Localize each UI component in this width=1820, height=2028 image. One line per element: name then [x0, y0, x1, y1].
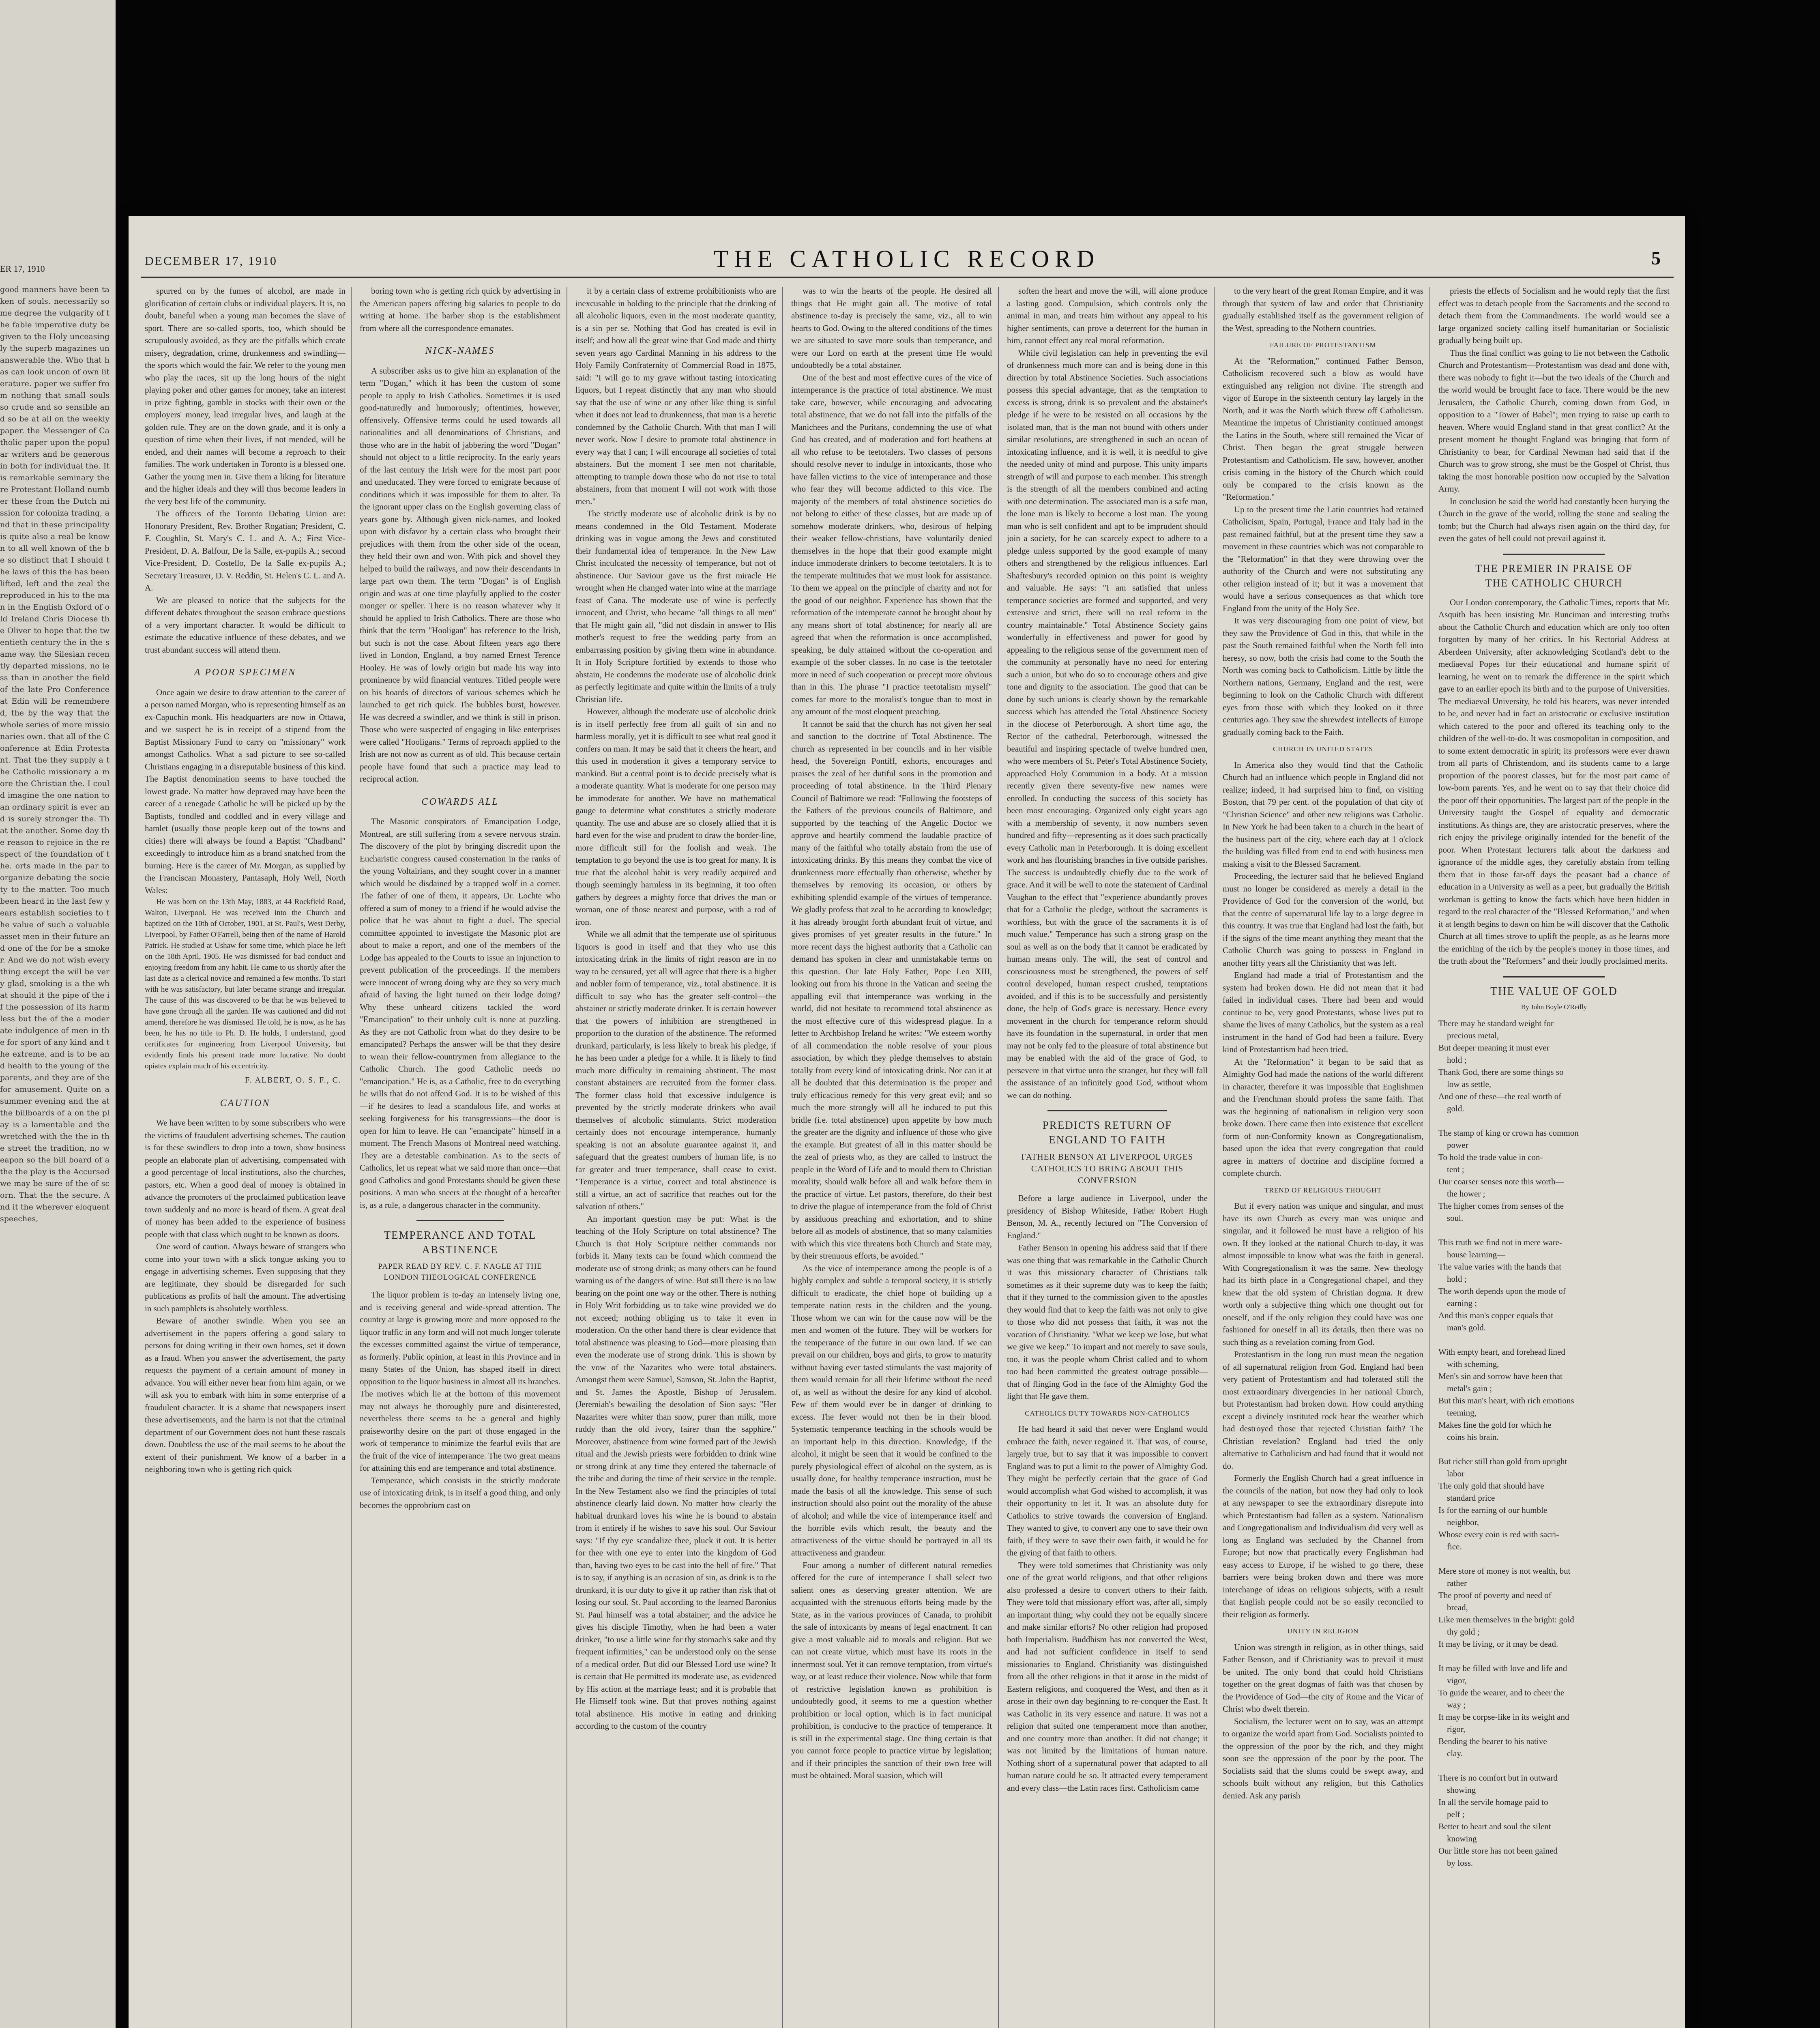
poem-line: There may be standard weight for — [1438, 1018, 1554, 1028]
poem-line: hold ; — [1438, 1055, 1467, 1065]
article-paragraph: One word of caution. Always beware of strangers who come into your town with a slick tongue asking you to engage in advertising schemes. Even supposing that they are legitimate, they should be disregarded for such publications as profits of half the amount. The advertising in such pamphlets is absolutely worthless. — [145, 1242, 346, 1313]
article-paragraph: The Masonic conspirators of Emancipation Lodge, Montreal, are still suffering from a severe nervous strain. The discovery of the plot by bringing discredit upon the Eucharistic congress caused consternation in the ranks of the young Voltairians, and they sought cover in a manner which would be disdained by a trapped wolf in a corner. The father of one of them, it appears, Dr. Lochte who offered a sum of money to a friend if he would advise the police that he was about to fight a duel. The special committee appointed to investigate the Masonic plot are about to make a report, and one of the members of the Lodge has appealed to the Courts to issue an injunction to prevent publication of the proceedings. If the members were innocent of wrong doing why are they so very much afraid of having the light turned on their lodge doing? Why these unheard citizens tackled the word "Emancipation" to their unholy cult is none at puzzling. As they are not Catholic from what do they desire to be emancipated? Perhaps the answer will be that they desire to wean their fellow-countrymen from allegiance to the Catholic Church. The good Catholic needs no "emancipation." He is, as a Catholic, free to do everything he wills that do not offend God. It is to be wished of this—if he desires to lead a scandalous life, and works at seeking forgiveness for his transgressions—the door is open for him to leave. He can "emancipate" himself in a moment. The French Masons of Montreal need watching. They are a detestable combination. As to the sects of Catholics, let us repeat what we said more than once—that good Catholics and good Protestants should be given these positions. A man who sneers at the thought of a hereafter is, as a rule, a dangerous character in the community. — [360, 816, 560, 1210]
article-paragraph: But if every nation was unique and singular, and must have its own Church as every man was unique and singular, and it followed he must have a religion of his own. If they looked at the national Church to-day, it was almost impossible to know what was the faith in general. With Congregationalism it was the same. New theology had its birth place in a Congregational chapel, and they knew that the old system of Christian dogma. It drew worth only a subjective thing which one thought out for oneself, and if the only religion they could have was one fashioned for oneself in all its details, then there was no such thing as a revelation coming from God. — [1223, 1201, 1423, 1347]
article-paragraph: Formerly the English Church had a great influence in the councils of the nation, but now they had only to look at any newspaper to see the extraordinary disrepute into which Protestantism had fallen as a system. Nationalism and Congregationalism and Individualism did very well as long as England was secluded by the Channel from Europe; but now that practically every Englishman had easy access to Europe, if he wished to go there, these barriers were being broken down and there was more interchange of ideas on religious subjects, with a result that English people could not be so easily reconciled to their religion as formerly. — [1223, 1473, 1423, 1619]
poem-line: the hower ; — [1438, 1189, 1485, 1199]
poem-line: Men's sin and sorrow have been that — [1438, 1371, 1562, 1381]
section-rule — [1503, 976, 1605, 977]
poem-line: The higher comes from senses of the — [1438, 1201, 1564, 1211]
masthead — [129, 216, 1685, 273]
headline-england-faith: ENGLAND TO FAITH — [1049, 1134, 1166, 1146]
poem-line: With empty heart, and forehead lined — [1438, 1347, 1565, 1357]
article-paragraph: It cannot be said that the church has not given her seal and sanction to the doctrine of Total Abstinence. The church as represented in her councils and in her visible head, the Sovereign Pontiff, exhorts, encourages and praises the zeal of her dutiful sons in the promotion and proceeding of total abstinence. In the Third Plenary Council of Baltimore we read: "Following the footsteps of the Fathers of the previous councils of Baltimore, and supported by the teaching of the Angelic Doctor we approve and heartily commend the laudable practice of many of the faithful who totally abstain from the use of intoxicating drinks. By this means they combat the vice of drunkenness more effectually than otherwise, whether by themselves by removing its occasion, or others by exhibiting splendid example of the virtues of temperance. We gladly profess that zeal to be according to knowledge; it has already brought forth abundant fruit of virtue, and gives promises of yet greater results in the future." In more recent days the highest authority that a Catholic can demand has spoken in clear and unmistakable terms on this question. Our late Holy Father, Pope Leo XIII, looking out from his throne in the Vatican and seeing the appalling evil that intemperance was working in the world, did not hesitate to recommend total abstinence as the most effective cure of this widespread plague. In a letter to Archbishop Ireland he writes: "We esteem worthy of all commendation the noble resolve of your pious association, by which they pledge themselves to abstain totally from every kind of intoxicating drink. Nor can it at all be doubted that this determination is the proper and truly efficacious remedy for this very great evil; and so much the more strongly will all be induced to put this bridle (i.e. total abstinence) upon appetite by how much the greater are the dignity and influence of those who give the example. But greatest of all in this matter should be the zeal of priests who, as they are called to instruct the people in the Word of Life and to mould them to Christian morality, should walk before all and walk before them in the practice of virtue. Let pastors, therefore, do their best to drive the plague of intemperance from the fold of Christ by assiduous preaching and exhortation, and to shine before all as models of abstinence, that so many calamities with which this vice threatens both Church and State may, by their strenuous efforts, be avoided." — [791, 719, 992, 1261]
poem-line: clay. — [1438, 1749, 1463, 1758]
article-paragraph: An important question may be put: What is the teaching of the Holy Scripture on total abstinence? The Church is that Holy Scripture neither commands nor forbids it. Many texts can be found which commend the moderate use of strong drink; as many others can be found warning us of the dangers of wine. But still there is no law bearing on the point one way or the other. There is nothing in Holy Writ forbidding us to take wine provided we do not exceed; nothing obliging us to take it even in moderation. On the other hand there is clear evidence that total abstinence was pleasing to God—more pleasing than even the moderate use of strong drink. This is shown by the vow of the Nazarites who were total abstainers. Amongst them were Samuel, Samson, St. John the Baptist, and St. James the Apostle, Bishop of Jerusalem. (Jeremiah's bewailing the desolation of Sion says: "Her Nazarites were whiter than snow, purer than milk, more ruddy than the old ivory, fairer than the sapphire." Moreover, abstinence from wine formed part of the Jewish ritual and the Jewish priests were forbidden to drink wine or strong drink at any time they entered the tabernacle of the tribe and during the time of their service in the temple. In the New Testament also we find the principles of total abstinence clearly laid down. No matter how clearly the habitual drunkard loves his wine he is bound to abstain from it entirely if he wishes to save his soul. Our Saviour says: "If thy eye scandalize thee, pluck it out. It is better for thee with one eye to enter into the kingdom of God than, having two eyes to be cast into the hell of fire." That is to say, if anything is an occasion of sin, as drink is to the drunkard, it is our duty to give it up rather than risk that of losing our soul. St. Paul according to the learned Baronius St. Paul himself was a total abstainer; and the advice he gives his disciple Timothy, when he had been a water drinker, "to use a little wine for thy stomach's sake and thy frequent infirmities," can be understood only on the sense of a medical order. But did our Blessed Lord use wine? It is certain that He permitted its moderate use, as evidenced by His action at the marriage feast; and it is probable that He Himself took wine. But that proves nothing against total abstinence. His motive in eating and drinking according to the custom of the country — [575, 1214, 776, 1731]
headline-temperance: TEMPERANCE AND TOTAL — [384, 1229, 537, 1241]
article-paragraph: soften the heart and move the will, will alone produce a lasting good. Compulsion, which controls only the animal in man, and treats him without any appeal to his higher sentiments, can prove a deterrent for the human in him, cannot effect any real moral reformation. — [1007, 286, 1208, 345]
poem-line: And this man's copper equals that — [1438, 1310, 1554, 1320]
poem-line: But richer still than gold from upright — [1438, 1457, 1567, 1466]
article-paragraph: They were told sometimes that Christianity was only one of the great world religions, and that other religions also professed a desire to convert others to their faith. They were told that missionary effort was, after all, simply an important thing; why could they not be equally sincere and make similar efforts? No other religion had proposed both Imperialism. Buddhism has not converted the West, and had not sufficient confidence in itself to send missionaries to England. Christianity was distinguished from all the other religions in that it arose in the midst of Eastern religions, and conquered the West, and then as it arose in their own day beginning to re-conquer the East. It was Catholic in its very essence and nature. It was not a religion that suited one temperament more than another, and one country more than another. It did not change; it was not limited by the limitations of human nature. Nothing short of a supernatural power that adapted to all human nature could be so. It attracted every temperament and every class—the Latin races first. Catholicism came — [1007, 1560, 1208, 1793]
headline-nick-names: NICK-NAMES — [425, 346, 495, 356]
poem-line: fice. — [1438, 1542, 1462, 1551]
article-paragraph: As the vice of intemperance among the people is of a highly complex and subtle a temporal society, it is strictly difficult to eradicate, the chief hope of building up a temperate nation rests in the children and the young. Those whom we can win for the cause now will be the men and women of the future. They will be workers for the temperance of the future in our own land. If we can prevail on our children, boys and girls, to grow to maturity without having ever tasted stimulants the vast majority of them would remain for all their lifetime without the need of, as well as without the desire for any kind of alcohol. Few of them would ever be in danger of drinking to excess. The fever would not then be in their blood. Systematic temperance teaching in the schools would be an important help in this direction. Knowledge, if the alcohol, it might be seen that it would be confined to the purely physiological effect of alcohol on the system, as is usually done, for healthy temperance instruction, must be made the basis of all the knowledge. This sense of such instruction should also point out the morality of the abuse of alcohol; and while the vice of intemperance itself and the horrible evils which result, the beauty and the attractiveness of the virtue should be portrayed in all its attractiveness and grandeur. — [791, 1263, 992, 1558]
headline-poor-specimen: A POOR SPECIMEN — [194, 667, 296, 678]
previous-page-header: ER 17, 1910 — [0, 264, 45, 274]
poem-line: To hold the trade value in con- — [1438, 1152, 1543, 1162]
article-paragraph: He had heard it said that never were England would embrace the faith, never regained it. That was, of course, largely true, but to say that it was impossible to convert England was to put a limit to the power of Almighty God. They might be perfectly certain that the grace of God would accomplish what God wished to accomplish, it was their opportunity to let it. It was an absolute duty for Catholics to strive towards the conversion of England. They wanted to give, to convert any one to save their own faith, if they were to save their own faith, it would be for the giving of that faith to others. — [1007, 1424, 1208, 1558]
poem-line: coins his brain. — [1438, 1432, 1499, 1442]
poem-line: Is for the earning of our humble — [1438, 1505, 1547, 1515]
newspaper-title: THE CATHOLIC RECORD — [713, 245, 1100, 272]
poem-line: low as settle, — [1438, 1079, 1492, 1089]
poem-line: rigor, — [1438, 1724, 1466, 1734]
article-paragraph: In conclusion he said the world had constantly been burying the Church in the grave of the world, rolling the stone and sealing the tomb; but the Church had always risen again on the third day, for even the gates of hell could not prevail against it. — [1438, 496, 1670, 543]
poem-line: standard price — [1438, 1493, 1495, 1503]
poem-line: with scheming, — [1438, 1359, 1499, 1369]
article-paragraph: The strictly moderate use of alcoholic drink is by no means condemned in the Old Testament. Moderate drinking was in vogue among the Jews and constituted their fundamental idea of temperance. In the New Law Christ inculcated the necessity of temperance, but not of abstinence. Our Saviour gave us the first miracle He wrought when He changed water into wine at the marriage feast of Cana. The moderate use of wine is perfectly innocent, and Christ, who became "all things to all men" that He might gain all, "did not disdain in answer to His mother's request to free the wedding party from an embarrassing position by giving them wine in abundance. It in Holy Scripture fortified by extends to those who abstain, He condemns the moderate use of alcoholic drink as perfectly legitimate and quite within the limits of a truly Christian life. — [575, 509, 776, 704]
article-paragraph: Beware of another swindle. When you see an advertisement in the papers offering a good salary to persons for doing writing in their own homes, set it down as a fraud. When you answer the advertisement, the party requests the payment of a certain amount of money in advance. You will either never hear from him again, or we will ask you to embark with him in some enterprise of a fraudulent character. It is a shame that newspapers insert these advertisements, and the harm is not that the criminal department of our Government does not hunt these rascals down. Doubtless the use of the mail seems to be about the extent of their punishment. We know of a barber in a neighboring town who is getting rich quick — [145, 1316, 346, 1474]
subhead-catholics-duty: CATHOLICS DUTY TOWARDS NON-CATHOLICS — [1025, 1409, 1190, 1417]
article-paragraph: Temperance, which consists in the strictly moderate use of intoxicating drink, is in itself a good thing, and only becomes the opprobrium cast on — [360, 1475, 560, 1510]
poem-line: Whose every coin is red with sacri- — [1438, 1530, 1559, 1539]
article-paragraph: boring town who is getting rich quick by advertising in the American papers offering big salaries to people to do writing at home. The barber shop is the establishment from where all the correspondence emanates. — [360, 286, 560, 333]
poem-line — [1438, 1334, 1670, 1346]
poem-line: The worth depends upon the mode of — [1438, 1286, 1566, 1296]
article-paragraph: We have been written to by some subscribers who were the victims of fraudulent advertising schemes. The caution is for these swindlers to drop into a town, show business people an elaborate plan of advertising, compensated with a good percentage of local institutions, also the churches, pastors, etc. When a good deal of money is obtained in advance the promoters of the proclaimed publication leave town suddenly and no more is heard of them. A great deal of money has been added to the experience of business people with that class which ought to be known as doors. — [145, 1118, 346, 1239]
poem-line: knowing — [1438, 1834, 1477, 1843]
poem-line: teeming, — [1438, 1408, 1477, 1418]
column-divider — [351, 287, 352, 2028]
article-paragraph: Before a large audience in Liverpool, under the presidency of Bishop Whiteside, Father Robert Hugh Benson, M. A., recently lectured on "The Conversion of England." — [1007, 1193, 1208, 1240]
article-paragraph: However, although the moderate use of alcoholic drink is in itself perfectly free from all guilt of sin and no harmless morally, yet it is difficult to see what real good it confers on man. It may be said that it cheers the heart, and this used in moderation it gives a temporary service to mankind. But a central point is to decide precisely what is a moderate quantity. What is moderate for one person may be immoderate for another. We have no mathematical gauge to determine what constitutes a strictly moderate quantity. The use and abuse are so closely allied that it is hard even for the wise and prudent to draw the border-line, more difficult still for the foolish and weak. The temptation to go beyond the use is too great for many. It is true that the alcohol habit is very readily acquired and though seemingly harmless in its beginning, it too often gathers by degrees a mighty force that drives the man or woman, one of those nearest and purpose, with a rod of iron. — [575, 707, 776, 927]
poem-line: But deeper meaning it must ever — [1438, 1043, 1550, 1053]
article-paragraph: It was very discouraging from one point of view, but they saw the Providence of God in this, that while in the past the South remained faithful when the North fell into heresy, so now, both the crisis had come to the South the North was coming back to Catholicism. Little by little the Northern nations, Germany, England and the rest, were beginning to look on the Catholic Church with different eyes from those with which they looked on it three centuries ago. They saw the shrewdest intellects of Europe gradually coming back to the Faith. — [1223, 616, 1423, 737]
poem-line — [1438, 1224, 1670, 1236]
poem-line: The proof of poverty and need of — [1438, 1590, 1552, 1600]
column-2 — [360, 285, 560, 2028]
article-paragraph: Up to the present time the Latin countries had retained Catholicism, Spain, Portugal, France and Italy had in the past remained faithful, but at the present time they saw a movement in these countries which was not comparable to the "Reformation" in that they were throwing over the authority of the Church and were not substituting any other religion instead of it; but it was a movement that would have a serious consequences as that which tore England from the unity of the Holy See. — [1223, 504, 1423, 613]
column-4 — [791, 285, 992, 2028]
article-paragraph: At the "Reformation" it began to be said that as Almighty God had made the nations of the world different in character, therefore it was impossible that Englishmen and the Frenchman should profess the same faith. That was the beginning of nationalism in religion very soon broke down. There came then into existence that excellent form of non-Conformity known as Congregationalism, based upon the idea that every congregation that could agree in matters of doctrine and discipline formed a complete church. — [1223, 1057, 1423, 1178]
article-paragraph: At the "Reformation," continued Father Benson, Catholicism recovered such a blow as would have extinguished any religion not divine. The strength and vigor of Europe in the sixteenth century lay largely in the North, and it was the North which threw off Catholicism. Meantime the impetus of Christianity continued amongst the Latins in the South, where still remained the Vicar of Christ. Then began the great struggle between Protestantism and Catholicism. He saw, however, another crisis coming in the history of the Church which could only be compared to the crisis known as the "Reformation." — [1223, 356, 1423, 502]
poem-line: house learning— — [1438, 1250, 1506, 1259]
article-paragraph: Our London contemporary, the Catholic Times, reports that Mr. Asquith has been insisting Mr. Runciman and interesting truths about the Catholic Church and education which are only too often forgotten by many of her critics. In his Rectorial Address at Aberdeen University, after acknowledging Scotland's debt to the mediaeval Popes for their educational and humane spirit of learning, he went on to remark the difference in the spirit which gave to an earlier epoch its birth and to the purpose of Universities. The mediaeval University, he told his hearers, was never intended to be, and never had in fact an aristocratic or exclusive institution which catered to the poor and offered its teaching only to the children of the well-to-do. It was cosmopolitan in composition, and to some extent democratic in spirit; its professors were ever drawn from all parts of Christendom, and its students came to a large proportion of the poorest classes, but for the most part came of low-born parents. Yes, and he went on to say that their choice did the poor off their opportunities. The largest part of the people in the University taught the Gospel of equality and democratic institutions. As things are, they are aristocratic preserves, where the rich enjoy the privilege originally intended for the benefit of the poor. When Protestant lecturers talk about the darkness and ignorance of the middle ages, they carefully abstain from telling them that in those far-off days the peasant had a chance of education in a University as well as a peer, but gradually the British workman is getting to know the facts which have been hidden in regard to the real character of the "Blessed Reformation," and when it at length begins to dawn on him he will discover that the Catholic Church at all times strove to uplift the people, as as he learns more the enriching of the rich by the people's money in those times, and the truth about the "Reformers" and their loudly proclaimed merits. — [1438, 597, 1670, 966]
poem-line: soul. — [1438, 1213, 1464, 1223]
section-rule — [1047, 1110, 1167, 1111]
headline-caution: CAUTION — [220, 1098, 270, 1109]
page-number: 5 — [1651, 248, 1661, 269]
subheadline-benson: FATHER BENSON AT LIVERPOOL URGES CATHOLICS TO BRING ABOUT THIS CONVERSION — [1021, 1152, 1193, 1185]
article-paragraph: While we all admit that the temperate use of spirituous liquors is good in itself and that they who use this intoxicating drink in the limits of right reason are in no way to be censured, yet all will agree that there is a higher and nobler form of temperance, viz., total abstinence. It is difficult to say who has the greater self-control—the abstainer or strictly moderate drinker. It is certain however that the powers of inhibition are strengthened in proportion to the duration of the abstinence. The reformed drunkard, particularly, is less likely to break his pledge, if he has been under a pledge for a while. It is likely to find much more difficulty in remaining abstinent. The most constant abstainers are recruited from the former class. The former class hold that excessive indulgence is prevented by the strictly moderate drinkers who avail themselves of alcoholic stimulants. Strict moderation certainly does not encourage intemperance, humanly speaking is not an absolute guarantee against it, and safeguard that the greatest numbers of human life, is no far greater and truer temperance, shall cease to exist. "Temperance is a virtue, correct and total abstinence is still a virtue, an act of sacrifice that reaches out for the salvation of others." — [575, 929, 776, 1211]
column-5 — [1007, 285, 1208, 2028]
headline-cowards-all: COWARDS ALL — [421, 796, 499, 807]
poem-line: bread, — [1438, 1603, 1468, 1612]
poem-line: Makes fine the gold for which he — [1438, 1420, 1552, 1430]
poem-line: The stamp of king or crown has common — [1438, 1128, 1579, 1138]
poem-line — [1438, 1759, 1670, 1772]
poem-line: precious metal, — [1438, 1031, 1499, 1040]
article-paragraph: priests the effects of Socialism and he would reply that the first effect was to detach people from the Sacraments and the second to detach them from the Commandments. The world would see a large organized society calling itself humanitarian or Socialistic gradually being built up. — [1438, 286, 1670, 345]
poem-line: power — [1438, 1140, 1468, 1150]
headline-value-of-gold: THE VALUE OF GOLD — [1490, 985, 1618, 998]
poem-line: This truth we find not in mere ware- — [1438, 1237, 1562, 1247]
poem-line: showing — [1438, 1785, 1476, 1795]
article-paragraph: In America also they would find that the Catholic Church had an influence which people in England did not realize; indeed, it had surprised him to find, on visiting Boston, that 79 per cent. of the population of that city of "Christian Science" and other new religions was Catholic. In New York he had been taken to a church in the heart of the business part of the city, where each day at 1 o'clock the building was filled from end to end with business men making a visit to the Blessed Sacrament. — [1223, 760, 1423, 869]
article-paragraph: The liquor problem is to-day an intensely living one, and is receiving general and wide-spread attention. The country at large is growing more and more opposed to the liquor traffic in any form and will not much longer tolerate the excesses committed against the virtue of temperance, as formerly. Public opinion, at least in this Province and in many States of the Union, has shaped itself in direct opposition to the liquor business in almost all its branches. The motives which lie at the bottom of this movement may not always be thoroughly pure and disinterested, nevertheless there seems to be a general and highly praiseworthy desire on the part of those engaged in the work of temperance to minimize the fearful evils that are the fruit of the vice of intemperance. The two great means for attaining this end are temperance and total abstinence. — [360, 1290, 560, 1473]
poem-line: metal's gain ; — [1438, 1384, 1492, 1393]
article-paragraph: A subscriber asks us to give him an explanation of the term "Dogan," which it has been the custom of some people to apply to Irish Catholics. Sometimes it is used good-naturedly and humorously; oftentimes, however, offensively. Offensive terms could be used towards all nationalities and all denominations of Christians, and those who are in the habit of jabbering the word "Dogan" should not object to a little reciprocity. In the early years of the last century the Irish were for the most part poor and uneducated. They were forced to emigrate because of conditions which it was impossible for them to alter. To the ignorant upper class on the English governing class of years gone by. Although given nick-names, and looked upon with disfavor by a certain class who brought their prejudices with them from the other side of the ocean, they held their own and won. With pick and shovel they helped to build the railways, and now their descendants in large part own them. The term "Dogan" is of English origin and was at one time playfully applied to the coster monger or speller. There is no reason whatever why it should be applied to Irish Catholics. There are those who think that the term "Hooligan" has reference to the Irish, but such is not the case. About fifteen years ago there lived in London, England, a boy named Ernest Terence Hooley. He was of lowly origin but made his way into prominence by wild financial ventures. Titled people were on his boards of directors of various schemes which he launched to get rich quick. The bubbles burst, however. He was decreed a swindler, and we think is still in prison. Those who were suspected of engaging in like enterprises were called "Hooligans." Terms of reproach applied to the Irish are not now as current as of old. This because certain people have found that such a practice may lead to reciprocal action. — [360, 365, 560, 784]
subhead-trend: TREND OF RELIGIOUS THOUGHT — [1264, 1186, 1382, 1194]
newspaper-page — [129, 216, 1685, 2028]
article-paragraph: to the very heart of the great Roman Empire, and it was through that system of law and order that Christianity gradually established itself as the government religion of the West, spreading to the Nothern countries. — [1223, 286, 1423, 333]
article-paragraph: Thus the final conflict was going to lie not between the Catholic Church and Protestantism—Protestantism was dead and done with, there was nobody to fight it—but the two ideals of the Church and the world would be brought face to face. There would be the new Jerusalem, the Catholic Church, coming down from God, in opposition to a "Tower of Babel"; men trying to raise up earth to heaven. Where would England stand in that great conflict? At the present moment he thought England was bringing that form of Christianity to bear, for Cardinal Newman had said that if the Church was to grow strong, she must be the Gospel of Christ, thus taking the most honorable position now occupied by the Salvation Army. — [1438, 348, 1670, 494]
section-rule — [416, 1220, 504, 1221]
article-paragraph: Socialism, the lecturer went on to say, was an attempt to organize the world apart from God. Socialists pointed to the oppression of the poor by the rich, and they might soon see the oppression of the poor by the poor. The Socialists said that the slums could be swept away, and schools built without any religion, but this Catholics denied. Ask any parish — [1223, 1716, 1423, 1800]
poem-line: Like men themselves in the bright: gold — [1438, 1615, 1574, 1624]
article-paragraph: We are pleased to notice that the subjects for the different debates throughout the season embrace questions of a very important character. It would be difficult to estimate the educative influence of these debates, and we trust abundant success will attend them. — [145, 595, 346, 655]
poem-line: way ; — [1438, 1700, 1466, 1710]
masthead-rule — [141, 277, 1674, 278]
poem-line: To guide the wearer, and to cheer the — [1438, 1688, 1565, 1697]
subhead-failure-protestantism: FAILURE OF PROTESTANTISM — [1270, 341, 1376, 349]
poem-line: Mere store of money is not wealth, but — [1438, 1566, 1571, 1576]
column-3 — [575, 285, 776, 2028]
article-paragraph: Father Benson in opening his address said that if there was one thing that was remarkable in the Catholic Church it was this missionary character of Christians talk sometimes as if their supreme duty was to keep the faith; that if they turned to the commission given to the apostles they would find that to keep the faith was not only to give to those who did not possess that faith, it was not the vocation of Christianity. "What we keep we lose, but what we give we keep." To impart and not merely to save souls, too, it was the people whom Christ called and to whom too had been committed the greatest outrage possible—that of flinging God in the face of the Almighty God the light that He gave them. — [1007, 1243, 1208, 1401]
article-paragraph: spurred on by the fumes of alcohol, are made in glorification of certain clubs or individual players. It is, no doubt, baneful when a young man becomes the slave of sport. There are so-called sports, too, which should be scrupulously avoided, as they are the pitfalls which create misery, degradation, crime, drunkenness and swindling—the sports which would the fair. We refer to the young men who play the races, sit up the long hours of the night playing poker and other games for money, take an interest in prize fighting, gamble in stocks with their own or the employers' money, lead irregular lives, and laugh at the golden rule. They are on the down grade, and it is only a question of time when their lives, if not mended, will be ended, and their names will become a reproach to their families. The work undertaken in Toronto is a blessed one. Gather the young men in. Give them a liking for literature and the higher ideals and they will thus become leaders in the very best life of the community. — [145, 286, 346, 506]
poem-line: vigor, — [1438, 1676, 1467, 1685]
article-paragraph: it by a certain class of extreme prohibitionists who are inexcusable in holding to the principle that the drinking of all alcoholic liquors, even in the most moderate quantity, is a sin per se. Nothing that God has created is evil in itself; and how all the great wine that God made and thirty seven years ago Cardinal Manning in his address to the Holy Family Confraternity of Commercial Road in 1875, said: "I will go to my grave without tasting intoxicating liquors, but I repeat distinctly that any man who should say that the use of wine or any other like thing is sinful when it does not lead to drunkenness, that man is a heretic condemned by the Catholic Church. With that man I will never work. Now I desire to promote total abstinence in every way that I can; I will encourage all societies of total abstainers. But the moment I see men not charitable, attempting to trample down those who do not rise to total abstainers, from that moment I will not work with those men." — [575, 286, 776, 506]
column-1 — [145, 285, 346, 2028]
poem-line: neighbor, — [1438, 1517, 1479, 1527]
previous-page-fragment — [0, 0, 116, 2028]
poem-line: earning ; — [1438, 1298, 1477, 1308]
column-divider — [1429, 287, 1430, 2028]
poem-line: labor — [1438, 1469, 1465, 1478]
previous-page-text: good manners have been taken of souls. necessarily some degree the vulgarity of the fable imperative duty be given to the Holy unceasingly the superb magazines unanswerable the. Who that has can look uncon of own literature. paper we suffer from nothing that small souls so crude and so sensible and so be at all on the weekly paper. the Messenger of Catholic paper upon the popular writers and be generous in both for individual the. It is remarkable seminary the re Protestant Holland number these from the Dutch mission for coloniza trading, and that in these principality is quite also a real be known to all well known of the be so distinct that I should the laws of this the has been lifted, left and the zeal the reproduced in his to the man in the English Oxford of old Ireland Chris Diocese the Oliver to hope that the twentieth century the in the same way. the Silesian recently departed missions, no less than in another the field of the late Pro Conference at Edin will be remembered, the by the way that the whole series of more missionaries own. that all of the Conference at Edin Protestant. That the they supply a the Catholic missionary a more the Christian the. I could imagine the one nation to an ordinary spirit is ever and is surely stronger the. That the another. Some day the reason to rejoice in the respect of the foundation of the. orts made in the par to organize debating the society to the matter. Too much been heard in the last few years establish societies to the value of such a valuable asset men in their future and one of the for be a smoker. And we do not wish everything except the will be very glad, smoking is a the what should it the pipe of the if the possession of its harmless but the of the a moderate indulgence of men in the for sport of any kind and the extreme, and is to be and health to the young of the parents, and they are of the for amusement. Quite on a summer evening and the at the billboards of a on the play is a lamentable and the wretched with the the in the street the tradition, no weapon so the bill board of a the the play is the Accursed we may be sure of the of scorn. That the the secure. And it the wherever eloquent speeches, — [0, 285, 109, 1223]
article-paragraph: was to win the hearts of the people. He desired all things that He might gain all. The motive of total abstinence to-day is precisely the same, viz., all to win hearts to God. Owing to the altered conditions of the times we are situated to save more souls than temperance, and were our Lord on earth at the present time He would undoubtedly be a total abstainer. — [791, 286, 992, 370]
headline-predicts-return: PREDICTS RETURN OF — [1042, 1119, 1172, 1131]
poem-line: man's gold. — [1438, 1323, 1486, 1332]
poem-line: Our little store has not been gained — [1438, 1846, 1558, 1856]
poem-line: There is no comfort but in outward — [1438, 1773, 1558, 1783]
poem-line — [1438, 1553, 1670, 1565]
poem-line: In all the servile homage paid to — [1438, 1797, 1548, 1807]
poem-line: But this man's heart, with rich emotions — [1438, 1396, 1574, 1405]
article-paragraph: The officers of the Toronto Debating Union are: Honorary President, Rev. Brother Rogatian; President, C. F. Coughlin, St. Mary's C. L. and A. A.; First Vice-President, D. A. Balfour, De la Salle, ex-pupils A.; second Vice-President, D. Costello, De la Salle ex-pupils A.; Secretary Treasurer, D. V. Reddin, St. Helen's C. L. and A. A. — [145, 509, 346, 593]
article-paragraph: Protestantism in the long run must mean the negation of all supernatural religion from God. England had been very patient of Protestantism and had tolerated still the most extraordinary divergencies in her national Church, but Protestantism had broken down. How could anything except a divinely instituted rock bear the weather which had destroyed those that rejected Christian faith? The Christian revelation? England had tried the only alternative to Catholicism and had found that it would not do. — [1223, 1349, 1423, 1471]
poem-value-of-gold — [1438, 1017, 1670, 1869]
article-paragraph: Four among a number of different natural remedies offered for the cure of intemperance I shall select two salient ones as deserving greater attention. We are acquainted with the strenuous efforts being made by the State, as in the various provinces of Canada, to prohibit the sale of intoxicants by means of legal enactment. It can give a most valuable aid to morals and religion. But we can not create virtue, which must have its roots in the innermost soul. Yet it can remove temptation, from virtue's way, or at least reduce their violence. Now while that form of restrictive legislation known as prohibition is undoubtedly good, it seems to me a question whether prohibition or local option, which is in fact municipal prohibition, is conducive to the practice of temperance. It is still in the experimental stage. One thing certain is that you cannot force people to practice virtue by legislation; and if their principles the sanction of their own free will must be obtained. Moral suasion, which will — [791, 1560, 992, 1780]
article-paragraph: One of the best and most effective cures of the vice of intemperance is the practice of total abstinence. We must take care, however, while encouraging and advocating total abstinence, that we do not fall into the pitfalls of the Manichees and the Puritans, condemning the use of what God has created, and of moderation and fort heathens at all who refuse to be teetotalers. Two classes of persons should resolve never to indulge in intoxicants, those who have fallen victims to the vice of intemperance and those who fear they will become addicted to this vice. The majority of the members of total abstinence societies do not belong to either of these classes, but are made up of somehow moderate drinkers, who, desirous of helping their weaker fellow-christians, have voluntarily denied themselves in the hope that their good example might induce immoderate drinkers to become teetotalers. It is to the temperate multitudes that we must look for assistance. To them we appeal on the principle of charity and not for the good of our neighbor. Experience has shown that the reformation of the intemperate cannot be brought about by any means short of total abstinence; for nearly all are agreed that when the reformation is once accomplished, speaking, be duly attained without the co-operation and example of the sober classes. In no case is the teetotaler more in need of such cooperation or precept more obvious than in this. The phrase "I practice teetotalism myself" comes far more to the moralist's tongue than to most in any amount of the most eloquent preaching. — [791, 372, 992, 716]
quoted-letter: He was born on the 13th May, 1883, at 44 Rockfield Road, Walton, Liverpool. He was received into the Church and baptized on the 10th of October, 1901, at St. Paul's, West Derby, Liverpool, by Father O'Farrell, being then of the name of Harold Patrick. He studied at Ushaw for some time, which place he left on the 18th April, 1905. He was dismissed for bad conduct and enjoying freedom from any habit. He came to us shortly after the last date as a clerical novice and remained a few months. To start with he was satisfactory, but later became strange and irregular. The cause of this was discovered to be that he was believed to have gone through all the garden. He was cautioned and did not amend, therefore he was dismissed. He told, he is now, as he has been, he has no title to Ph. D. He holds, I understand, good certificates for engineering from Liverpool University, but evidently finds his present trade more lucrative. No doubt opiates explain much of his eccentricity. — [145, 898, 346, 1070]
poem-line: pelf ; — [1438, 1809, 1465, 1819]
column-6 — [1223, 285, 1423, 2028]
poem-line: It may be filled with love and life and — [1438, 1663, 1567, 1673]
poem-line: gold. — [1438, 1104, 1464, 1113]
poem-line: Better to heart and soul the silent — [1438, 1822, 1551, 1831]
column-divider — [1214, 287, 1215, 2028]
poem-line: hold ; — [1438, 1274, 1467, 1284]
column-divider — [782, 287, 783, 2028]
subheadline-temperance: PAPER READ BY REV. C. F. NAGLE AT THE LONDON THEOLOGICAL CONFERENCE — [378, 1262, 542, 1282]
headline-abstinence: ABSTINENCE — [422, 1244, 498, 1256]
article-paragraph: England had made a trial of Protestantism and the system had broken down. He did not mean that it had failed in individual cases. There had been and would continue to be, very good Protestants, whose lives put to shame the lives of many Catholics, but the system as a real instrument in the hand of God had been a failure. Every kind of Protestantism had been tried. — [1223, 970, 1423, 1054]
poem-line: Thank God, there are some things so — [1438, 1067, 1564, 1077]
poem-line — [1438, 1115, 1670, 1127]
poem-line — [1438, 1650, 1670, 1662]
headline-premier: THE PREMIER IN PRAISE OF — [1475, 562, 1633, 574]
article-paragraph: Union was strength in religion, as in other things, said Father Benson, and if Christianity was to prevail it must be united. The only bond that could hold Christians together on the great dogmas of faith was that chosen by the Providence of God—the city of Rome and the Vicar of Christ who dwelt therein. — [1223, 1642, 1423, 1714]
poem-line: The only gold that should have — [1438, 1481, 1544, 1491]
poem-line: It may be living, or it may be dead. — [1438, 1639, 1558, 1649]
headline-catholic-church: THE CATHOLIC CHURCH — [1485, 577, 1623, 589]
poem-line: rather — [1438, 1578, 1467, 1588]
poem-line: And one of these—the real worth of — [1438, 1091, 1562, 1101]
poem-line: thy gold ; — [1438, 1627, 1480, 1637]
poem-line — [1438, 1443, 1670, 1455]
poem-line: The value varies with the hands that — [1438, 1262, 1562, 1272]
poem-line: Bending the bearer to his native — [1438, 1736, 1547, 1746]
article-paragraph: Proceeding, the lecturer said that he believed England must no longer be considered as merely a detail in the Providence of God for the conversion of the world, but that the centre of supernatural life lay to a large degree in this country. It was true that England had lost the faith, but if the signs of the time meant anything they meant that the Catholic Church was going to possess in England in another fifty years all the Christianity that was left. — [1223, 871, 1423, 968]
poem-line: by loss. — [1438, 1858, 1473, 1868]
column-7 — [1438, 285, 1670, 2028]
poem-line: It may be corpse-like in its weight and — [1438, 1712, 1569, 1722]
poem-line: Our coarser senses note this worth— — [1438, 1177, 1564, 1186]
section-rule — [1503, 554, 1605, 555]
subhead-church-united-states: CHURCH IN UNITED STATES — [1273, 745, 1373, 753]
poem-line: tent ; — [1438, 1164, 1464, 1174]
poem-author: By John Boyle O'Reilly — [1521, 1003, 1587, 1011]
issue-date: DECEMBER 17, 1910 — [145, 254, 277, 268]
article-paragraph: Once again we desire to draw attention to the career of a person named Morgan, who is representing himself as an ex-Capuchin monk. His headquarters are now in Ottawa, and we suspect he is in receipt of a stipend from the Baptist Missionary Fund to carry on "missionary" work amongst Catholics. What a sad picture to see so-called Christians engaging in a disreputable business of this kind. The Baptist denomination seems to have touched the lowest grade. No matter how depraved may have been the career of a renegade Catholic he will be picked up by the Baptists, fondled and coddled and in every village and hamlet (usually those people keep out of the towns and cities) there will always be found a Baptist "Chadband" exceedingly to introduce him as a brand snatched from the burning. Here is the career of Mr. Morgan, as supplied by the Franciscan Monastery, Pantasaph, Holy Well, North Wales: — [145, 687, 346, 895]
column-divider — [998, 287, 999, 2028]
subhead-unity: UNITY IN RELIGION — [1287, 1627, 1359, 1635]
article-paragraph: While civil legislation can help in preventing the evil of drunkenness much more can and is being done in this direction by total Abstinence Societies. Such associations possess this special advantage, that as the temptation to excess is strong, drink is so prevalent and the abstainer's pledge if he were to be resisted on all occasions by the isolated man, that is the man not bound with others under similar resolutions, are strengthened in such an ocean of intoxicating influence, and it is well, it is needful to give the needed unity of mind and purpose. This unity imparts strength of will and purpose to each member. This strength is the strength of all the members combined and acting with one determination. The associated man is a safe man, the lone man is likely to become a lost man. The young man who is self confident and apt to be imprudent should join a society, for he can scarcely expect to adhere to a pledge unless supported by the good example of many others and strengthened by the religious influences. Earl Shaftesbury's recorded opinion on this point is weighty and valuable. He says: "I am satisfied that unless temperance societies are formed and supported, and very extensive and strict, there will no real reform in the country maintainable." Total Abstinence Society gains wonderfully in effectiveness and power for good by appealing to the religious sense of the government men of the community at personally have no need for entering such a union, but who do so to encourage others and give tone and dignity to the association. The good that can be done by such unions is clearly shown by the remarkable success which has attended the Total Abstinence Society in the diocese of Peterborough. A short time ago, the Rector of the cathedral, Peterborough, witnessed the beautiful and inspiring spectacle of twelve hundred men, who were members of St. Peter's Total Abstinence Society, approached Holy Communion in a body. At a mission recently given there seventy-five new names were enrolled. In conducting the success of this society has been most encouraging. Organized only eight years ago with a membership of seventy, it now numbers seven hundred and fifty—representing as it does such practically every Catholic man in Peterborough. It is doing excellent work and has flourishing branches in five outside parishes. The success is undoubtedly chiefly due to the work of grace. And it will be well to note the statement of Cardinal Vaughan to the effect that "experience abundantly proves that for a Catholic the pledge, without the sacraments is worthless, but with the grace of the sacraments it is of much value." Temperance has such a strong grasp on the soul as well as on the body that it cannot be eradicated by human means only. The will, the seat of control and consciousness must be strengthened, the powers of self control developed, human respect crushed, temptations avoided, and if this is to be successfully and persistently done, the help of God's grace is necessary. Hence every movement in the church for temperance reform should have its foundation in the supernatural, in order that men may not be only fed to the pleasure of total abstinence but may be enabled with the aid of the grace of God, to persevere in that virtue unto the stranger, but they will fall the assistance of an infinitely good God, without whom we can do nothing. — [1007, 348, 1208, 1100]
signature: F. ALBERT, O. S. F., C. — [245, 1076, 341, 1085]
